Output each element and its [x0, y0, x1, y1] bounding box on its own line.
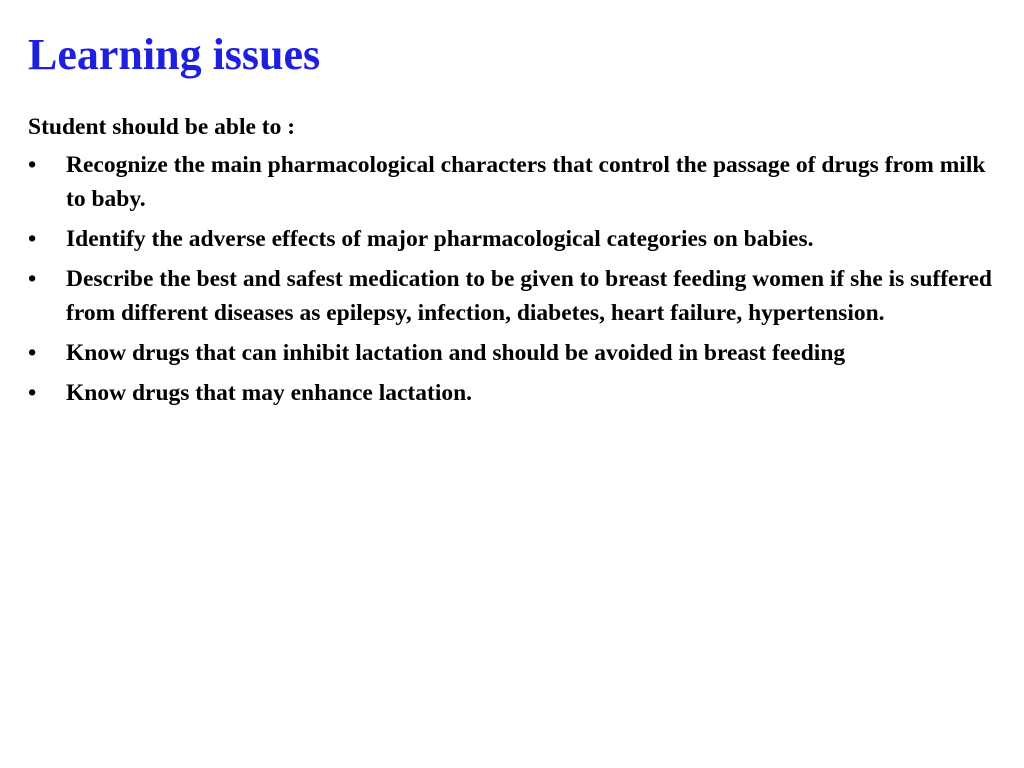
bullet-icon: • — [28, 380, 37, 406]
objectives-list — [28, 148, 992, 410]
slide-body — [28, 110, 992, 416]
list-item-text: Identify the adverse effects of major pharmacological categories on babies. — [66, 226, 814, 252]
list-item-text: Recognize the main pharmacological characters that control the passage of drugs from milk to baby. — [66, 152, 986, 212]
bullet-icon: • — [28, 266, 37, 292]
intro-text: Student should be able to : — [28, 114, 296, 140]
bullet-icon: • — [28, 152, 37, 178]
slide-title: Learning issues — [28, 30, 321, 79]
list-item-text: Know drugs that can inhibit lactation and should be avoided in breast feeding — [66, 340, 846, 366]
list-item — [28, 336, 992, 370]
list-item — [28, 148, 992, 216]
bullet-icon: • — [28, 340, 37, 366]
bullet-icon: • — [28, 226, 37, 252]
list-item — [28, 222, 992, 256]
list-item-text: Describe the best and safest medication to be given to breast feeding women if she is suffered from different diseases as epilepsy, infection, diabetes, heart failure, hypertension. — [66, 266, 992, 326]
list-item — [28, 376, 992, 410]
list-item — [28, 262, 992, 330]
list-item-text: Know drugs that may enhance lactation. — [66, 380, 473, 406]
